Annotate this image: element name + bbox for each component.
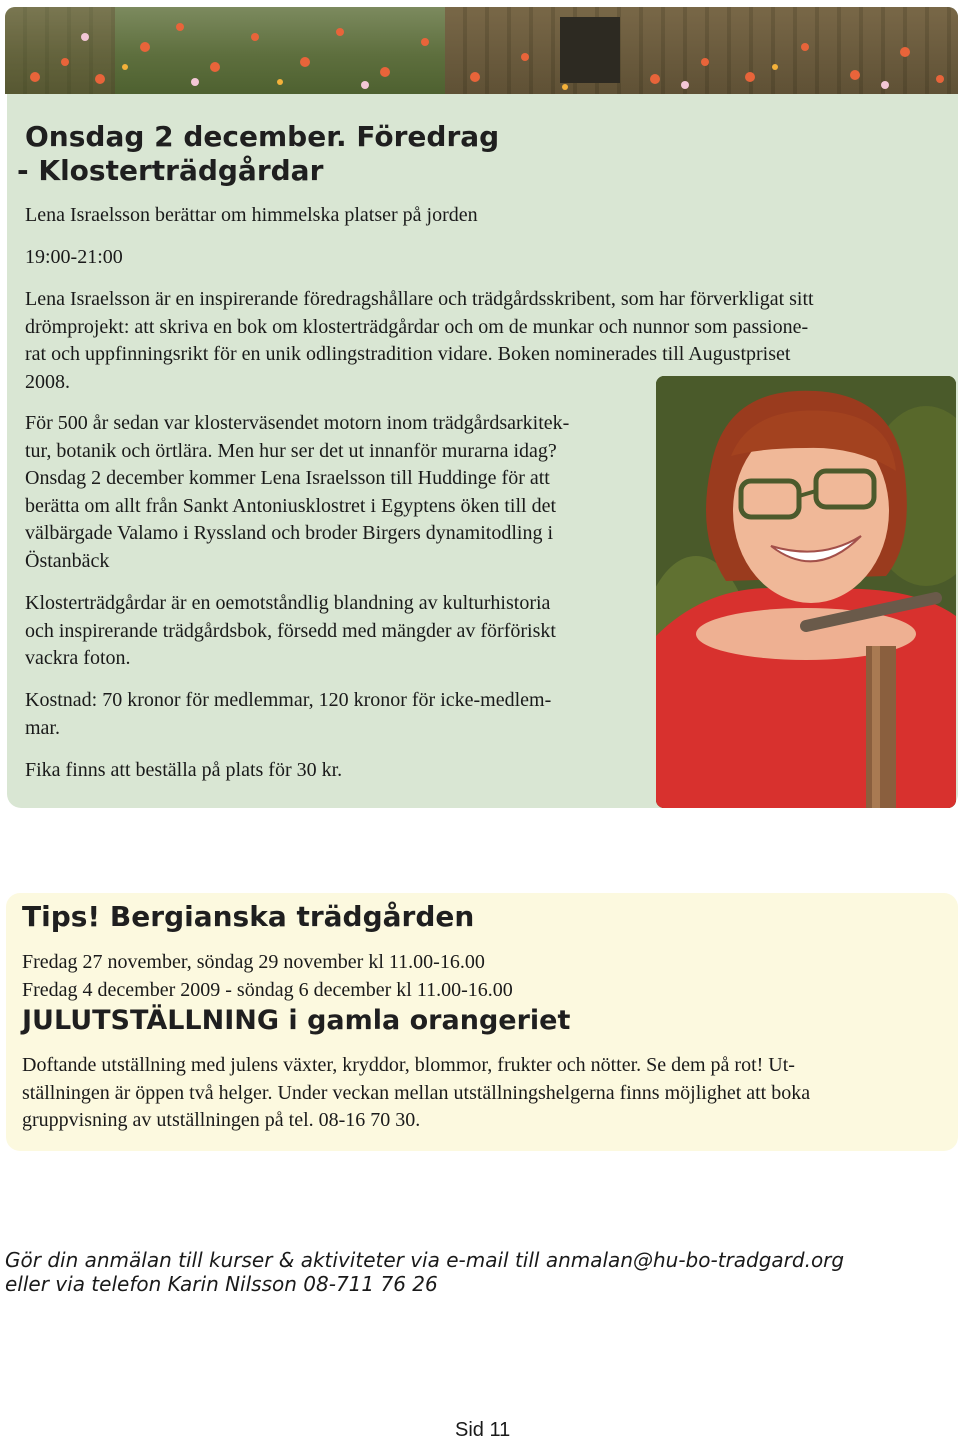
text-line: Onsdag 2 december kommer Lena Israelsson till Huddinge för att — [25, 467, 550, 489]
text-line: välbärgade Valamo i Ryssland och broder Birgers dynamitodling i — [25, 522, 553, 544]
registration-info-phone: eller via telefon Karin Nilsson 08-711 76 26 — [5, 1272, 438, 1296]
text-line: berätta om allt från Sankt Antoniusklostret i Egyptens öken till det — [25, 494, 557, 517]
text-line: 2008. — [25, 370, 70, 393]
text-line: rat och uppfinningsrikt för en unik odlingstradition vidare. Boken nominerades till Augustpriset — [25, 343, 791, 365]
text-line: mar. — [25, 716, 60, 739]
text-line: tur, botanik och örtlära. Men hur ser det ut innanför murarna idag? — [25, 439, 557, 462]
text-line: ställningen är öppen två helger. Under veckan mellan utställningshelgerna finns möjlighet att boka — [22, 1081, 811, 1104]
tips-date: Fredag 4 december 2009 - söndag 6 december kl 11.00-16.00 — [22, 979, 513, 1001]
text-line: För 500 år sedan var klosterväsendet motorn inom trädgårdsarkitek- — [25, 412, 570, 434]
page-number: Sid 11 — [455, 1419, 511, 1441]
garden-banner-image — [5, 7, 958, 94]
registration-info-email: Gör din anmälan till kurser & aktiviteter via e-mail till anmalan@hu-bo-tradgard.org — [5, 1248, 845, 1272]
text-line: Doftande utställning med julens växter, kryddor, blommor, frukter och nötter. Se dem på rot! Ut- — [22, 1054, 795, 1076]
portrait-illustration — [656, 376, 956, 808]
speaker-portrait-photo — [656, 376, 956, 808]
exhibition-title: JULUTSTÄLLNING i gamla orangeriet — [22, 1005, 571, 1036]
tips-heading: Tips! Bergianska trädgården — [22, 900, 475, 933]
text-line: Lena Israelsson är en inspirerande föredragshållare och trädgårdsskribent, som har förverkligat sitt — [25, 288, 814, 310]
event-fika: Fika finns att beställa på plats för 30 kr. — [25, 759, 343, 781]
event-title: Onsdag 2 december. Föredrag — [25, 120, 500, 153]
text-line: gruppvisning av utställningen på tel. 08-16 70 30. — [22, 1109, 421, 1131]
event-subtitle: Lena Israelsson berättar om himmelska platser på jorden — [25, 204, 478, 226]
text-line: vackra foton. — [25, 647, 131, 669]
event-book-paragraph — [25, 590, 655, 673]
event-title-continued: - Klosterträdgårdar — [17, 154, 324, 187]
text-line: Kostnad: 70 kronor för medlemmar, 120 kronor för icke-medlem- — [25, 689, 552, 711]
text-line: drömprojekt: att skriva en bok om klosterträdgårdar och om de munkar och nunnor som passione- — [25, 315, 809, 338]
event-cost — [25, 687, 655, 742]
event-history-paragraph — [25, 410, 655, 575]
exhibition-description — [22, 1052, 810, 1135]
flowers-illustration — [5, 7, 958, 94]
text-line: Klosterträdgårdar är en oemotståndlig blandning av kulturhistoria — [25, 592, 551, 614]
text-line: Östanbäck — [25, 549, 110, 572]
event-time: 19:00-21:00 — [25, 246, 123, 268]
text-line: och inspirerande trädgårdsbok, försedd med mängder av förföriskt — [25, 619, 556, 642]
tips-date: Fredag 27 november, söndag 29 november kl 11.00-16.00 — [22, 951, 485, 973]
